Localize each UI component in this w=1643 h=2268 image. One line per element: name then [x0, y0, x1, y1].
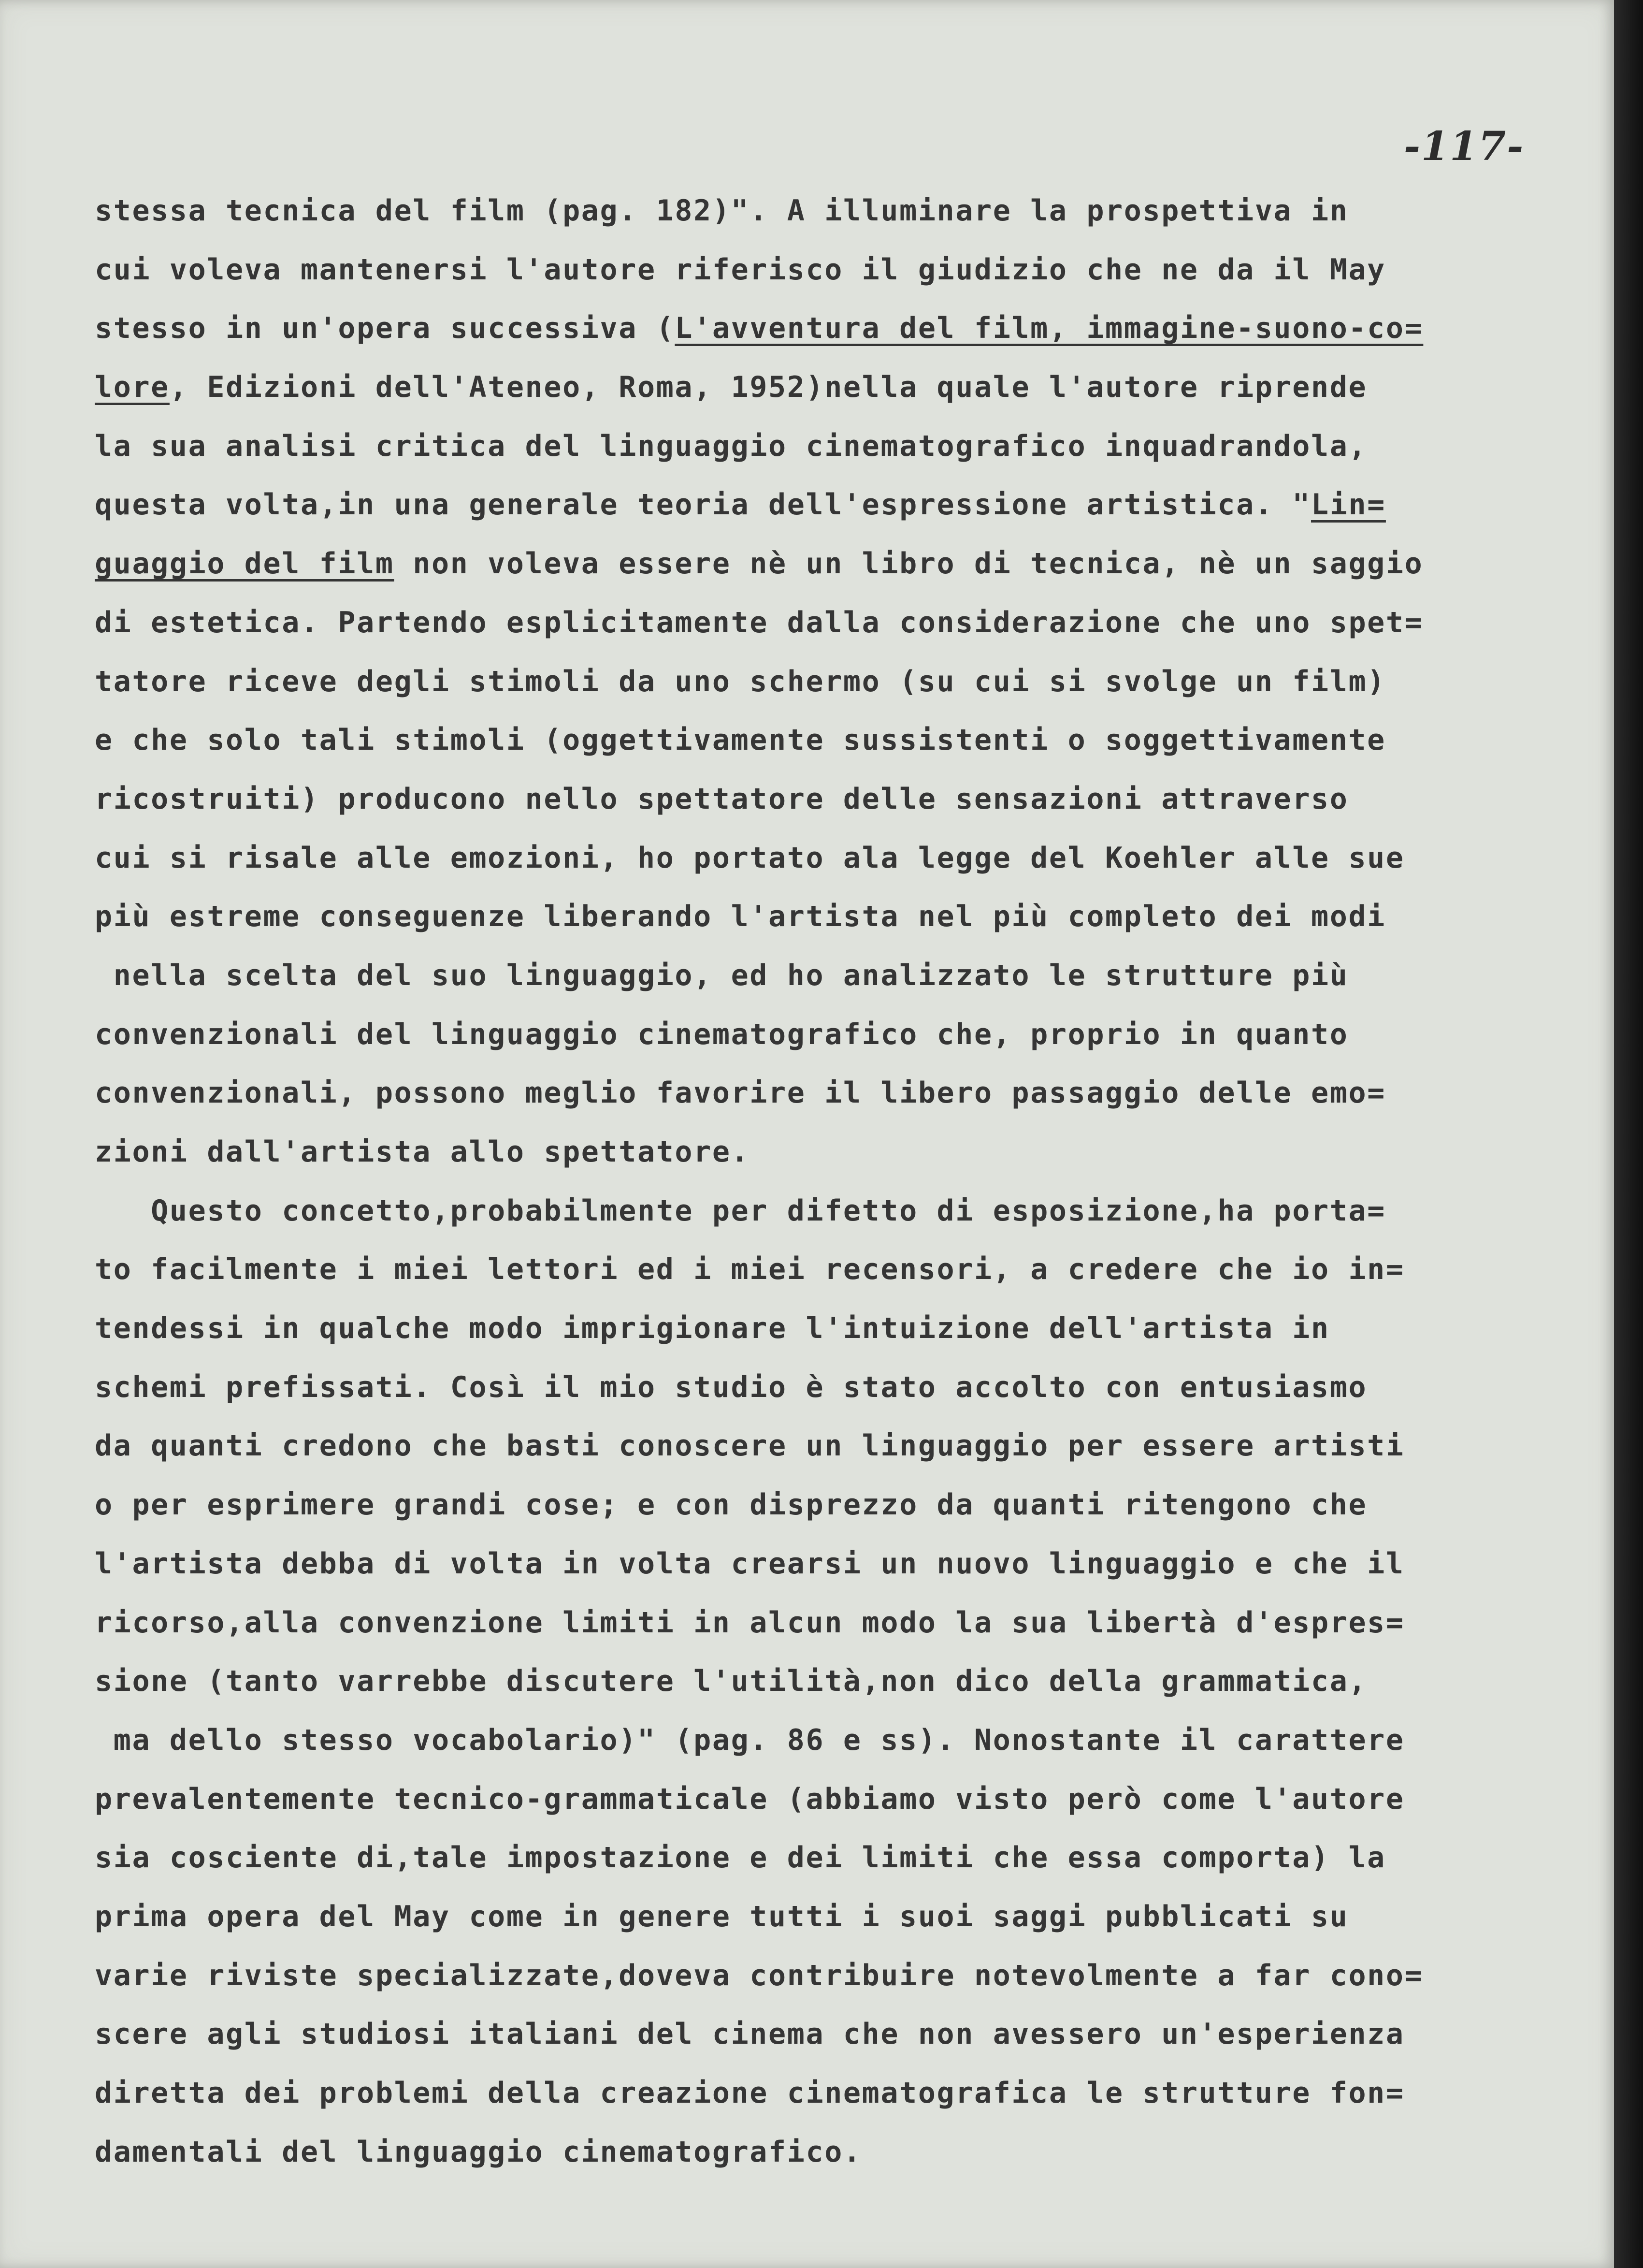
- text-line: [95, 1652, 1506, 1711]
- text-segment: questa volta,in una generale teoria dell'espressione artistica. ": [95, 488, 1311, 522]
- text-segment: convenzionali del linguaggio cinematografico che, proprio in quanto: [95, 1017, 1349, 1051]
- text-line: [95, 1770, 1506, 1829]
- scan-edge: [1614, 0, 1643, 2268]
- text-line: [95, 417, 1506, 476]
- text-line: [95, 182, 1506, 241]
- text-segment: cui voleva mantenersi l'autore riferisco il giudizio che ne da il May: [95, 252, 1386, 287]
- text-segment: prima opera del May come in genere tutti i suoi saggi pubblicati su: [95, 1899, 1349, 1934]
- text-segment: più estreme conseguenze liberando l'artista nel più completo dei modi: [95, 900, 1386, 934]
- text-line: [95, 653, 1506, 712]
- text-segment: ma dello stesso vocabolario)" (pag. 86 e ss). Nonostante il carattere: [95, 1723, 1405, 1757]
- text-line: [95, 1299, 1506, 1358]
- text-segment: prevalentemente tecnico-grammaticale (abbiamo visto però come l'autore: [95, 1782, 1405, 1816]
- underlined-title: Lin=: [1311, 488, 1386, 522]
- text-line: [95, 2064, 1506, 2123]
- text-segment: la sua analisi critica del linguaggio cinematografico inquadrandola,: [95, 429, 1368, 463]
- text-line: [95, 1594, 1506, 1653]
- text-line: [95, 829, 1506, 888]
- typed-text-body: [95, 182, 1506, 2181]
- text-line: [95, 1417, 1506, 1476]
- text-line: [95, 299, 1506, 358]
- text-segment: di estetica. Partendo esplicitamente dalla considerazione che uno spet=: [95, 605, 1424, 640]
- text-line: [95, 770, 1506, 829]
- text-segment: o per esprimere grandi cose; e con disprezzo da quanti ritengono che: [95, 1488, 1368, 1522]
- text-segment: damentali del linguaggio cinematografico.: [95, 2135, 862, 2169]
- text-segment: l'artista debba di volta in volta crearsi un nuovo linguaggio e che il: [95, 1546, 1405, 1581]
- text-segment: stesso in un'opera successiva (: [95, 311, 675, 346]
- text-segment: varie riviste specializzate,doveva contribuire notevolmente a far cono=: [95, 1958, 1424, 1992]
- text-line: [95, 594, 1506, 653]
- text-line: [95, 1123, 1506, 1182]
- text-segment: stessa tecnica del film (pag. 182)". A illuminare la prospettiva in: [95, 194, 1349, 228]
- text-segment: to facilmente i miei lettori ed i miei recensori, a credere che io in=: [95, 1252, 1405, 1287]
- text-line: [95, 1829, 1506, 1888]
- text-segment: e che solo tali stimoli (oggettivamente sussistenti o soggettivamente: [95, 723, 1386, 757]
- text-segment: schemi prefissati. Così il mio studio è stato accolto con entusiasmo: [95, 1370, 1368, 1404]
- text-line: [95, 1476, 1506, 1535]
- text-segment: diretta dei problemi della creazione cinematografica le strutture fon=: [95, 2076, 1405, 2110]
- text-segment: sia cosciente di,tale impostazione e dei limiti che essa comporta) la: [95, 1841, 1386, 1875]
- text-line: [95, 1535, 1506, 1594]
- text-line: [95, 535, 1506, 594]
- text-segment: zioni dall'artista allo spettatore.: [95, 1135, 750, 1169]
- text-line: [95, 358, 1506, 417]
- page-number: -117-: [1404, 123, 1525, 170]
- text-line: [95, 1888, 1506, 1947]
- text-segment: ricorso,alla convenzione limiti in alcun modo la sua libertà d'espres=: [95, 1605, 1405, 1640]
- text-line: [95, 1064, 1506, 1123]
- text-segment: tatore riceve degli stimoli da uno schermo (su cui si svolge un film): [95, 664, 1386, 698]
- text-line: [95, 1005, 1506, 1064]
- text-segment: ricostruiti) producono nello spettatore delle sensazioni attraverso: [95, 782, 1349, 816]
- text-segment: sione (tanto varrebbe discutere l'utilità,non dico della grammatica,: [95, 1664, 1368, 1699]
- text-line: [95, 1358, 1506, 1417]
- text-segment: cui si risale alle emozioni, ho portato ala legge del Koehler alle sue: [95, 841, 1405, 875]
- text-line: [95, 476, 1506, 535]
- text-line: [95, 1182, 1506, 1241]
- text-line: [95, 2005, 1506, 2064]
- text-line: [95, 1711, 1506, 1770]
- underlined-title: lore: [95, 370, 170, 405]
- underlined-title: L'avventura del film, immagine-suono-co=: [675, 311, 1424, 346]
- text-line: [95, 711, 1506, 770]
- text-segment: tendessi in qualche modo imprigionare l'intuizione dell'artista in: [95, 1311, 1330, 1346]
- text-segment: , Edizioni dell'Ateneo, Roma, 1952)nella quale l'autore riprende: [169, 370, 1368, 405]
- text-segment: scere agli studiosi italiani del cinema che non avessero un'esperienza: [95, 2017, 1405, 2051]
- underlined-title: guaggio del film: [95, 547, 394, 581]
- text-line: [95, 2123, 1506, 2182]
- text-line: [95, 887, 1506, 946]
- text-line: [95, 241, 1506, 300]
- text-line: [95, 1240, 1506, 1299]
- text-segment: Questo concetto,probabilmente per difetto di esposizione,ha porta=: [95, 1193, 1386, 1228]
- text-line: [95, 946, 1506, 1005]
- text-segment: convenzionali, possono meglio favorire il libero passaggio delle emo=: [95, 1076, 1386, 1110]
- text-line: [95, 1947, 1506, 2006]
- text-segment: nella scelta del suo linguaggio, ed ho analizzato le strutture più: [95, 958, 1349, 992]
- text-segment: da quanti credono che basti conoscere un linguaggio per essere artisti: [95, 1429, 1405, 1463]
- text-segment: non voleva essere nè un libro di tecnica, nè un saggio: [394, 547, 1424, 581]
